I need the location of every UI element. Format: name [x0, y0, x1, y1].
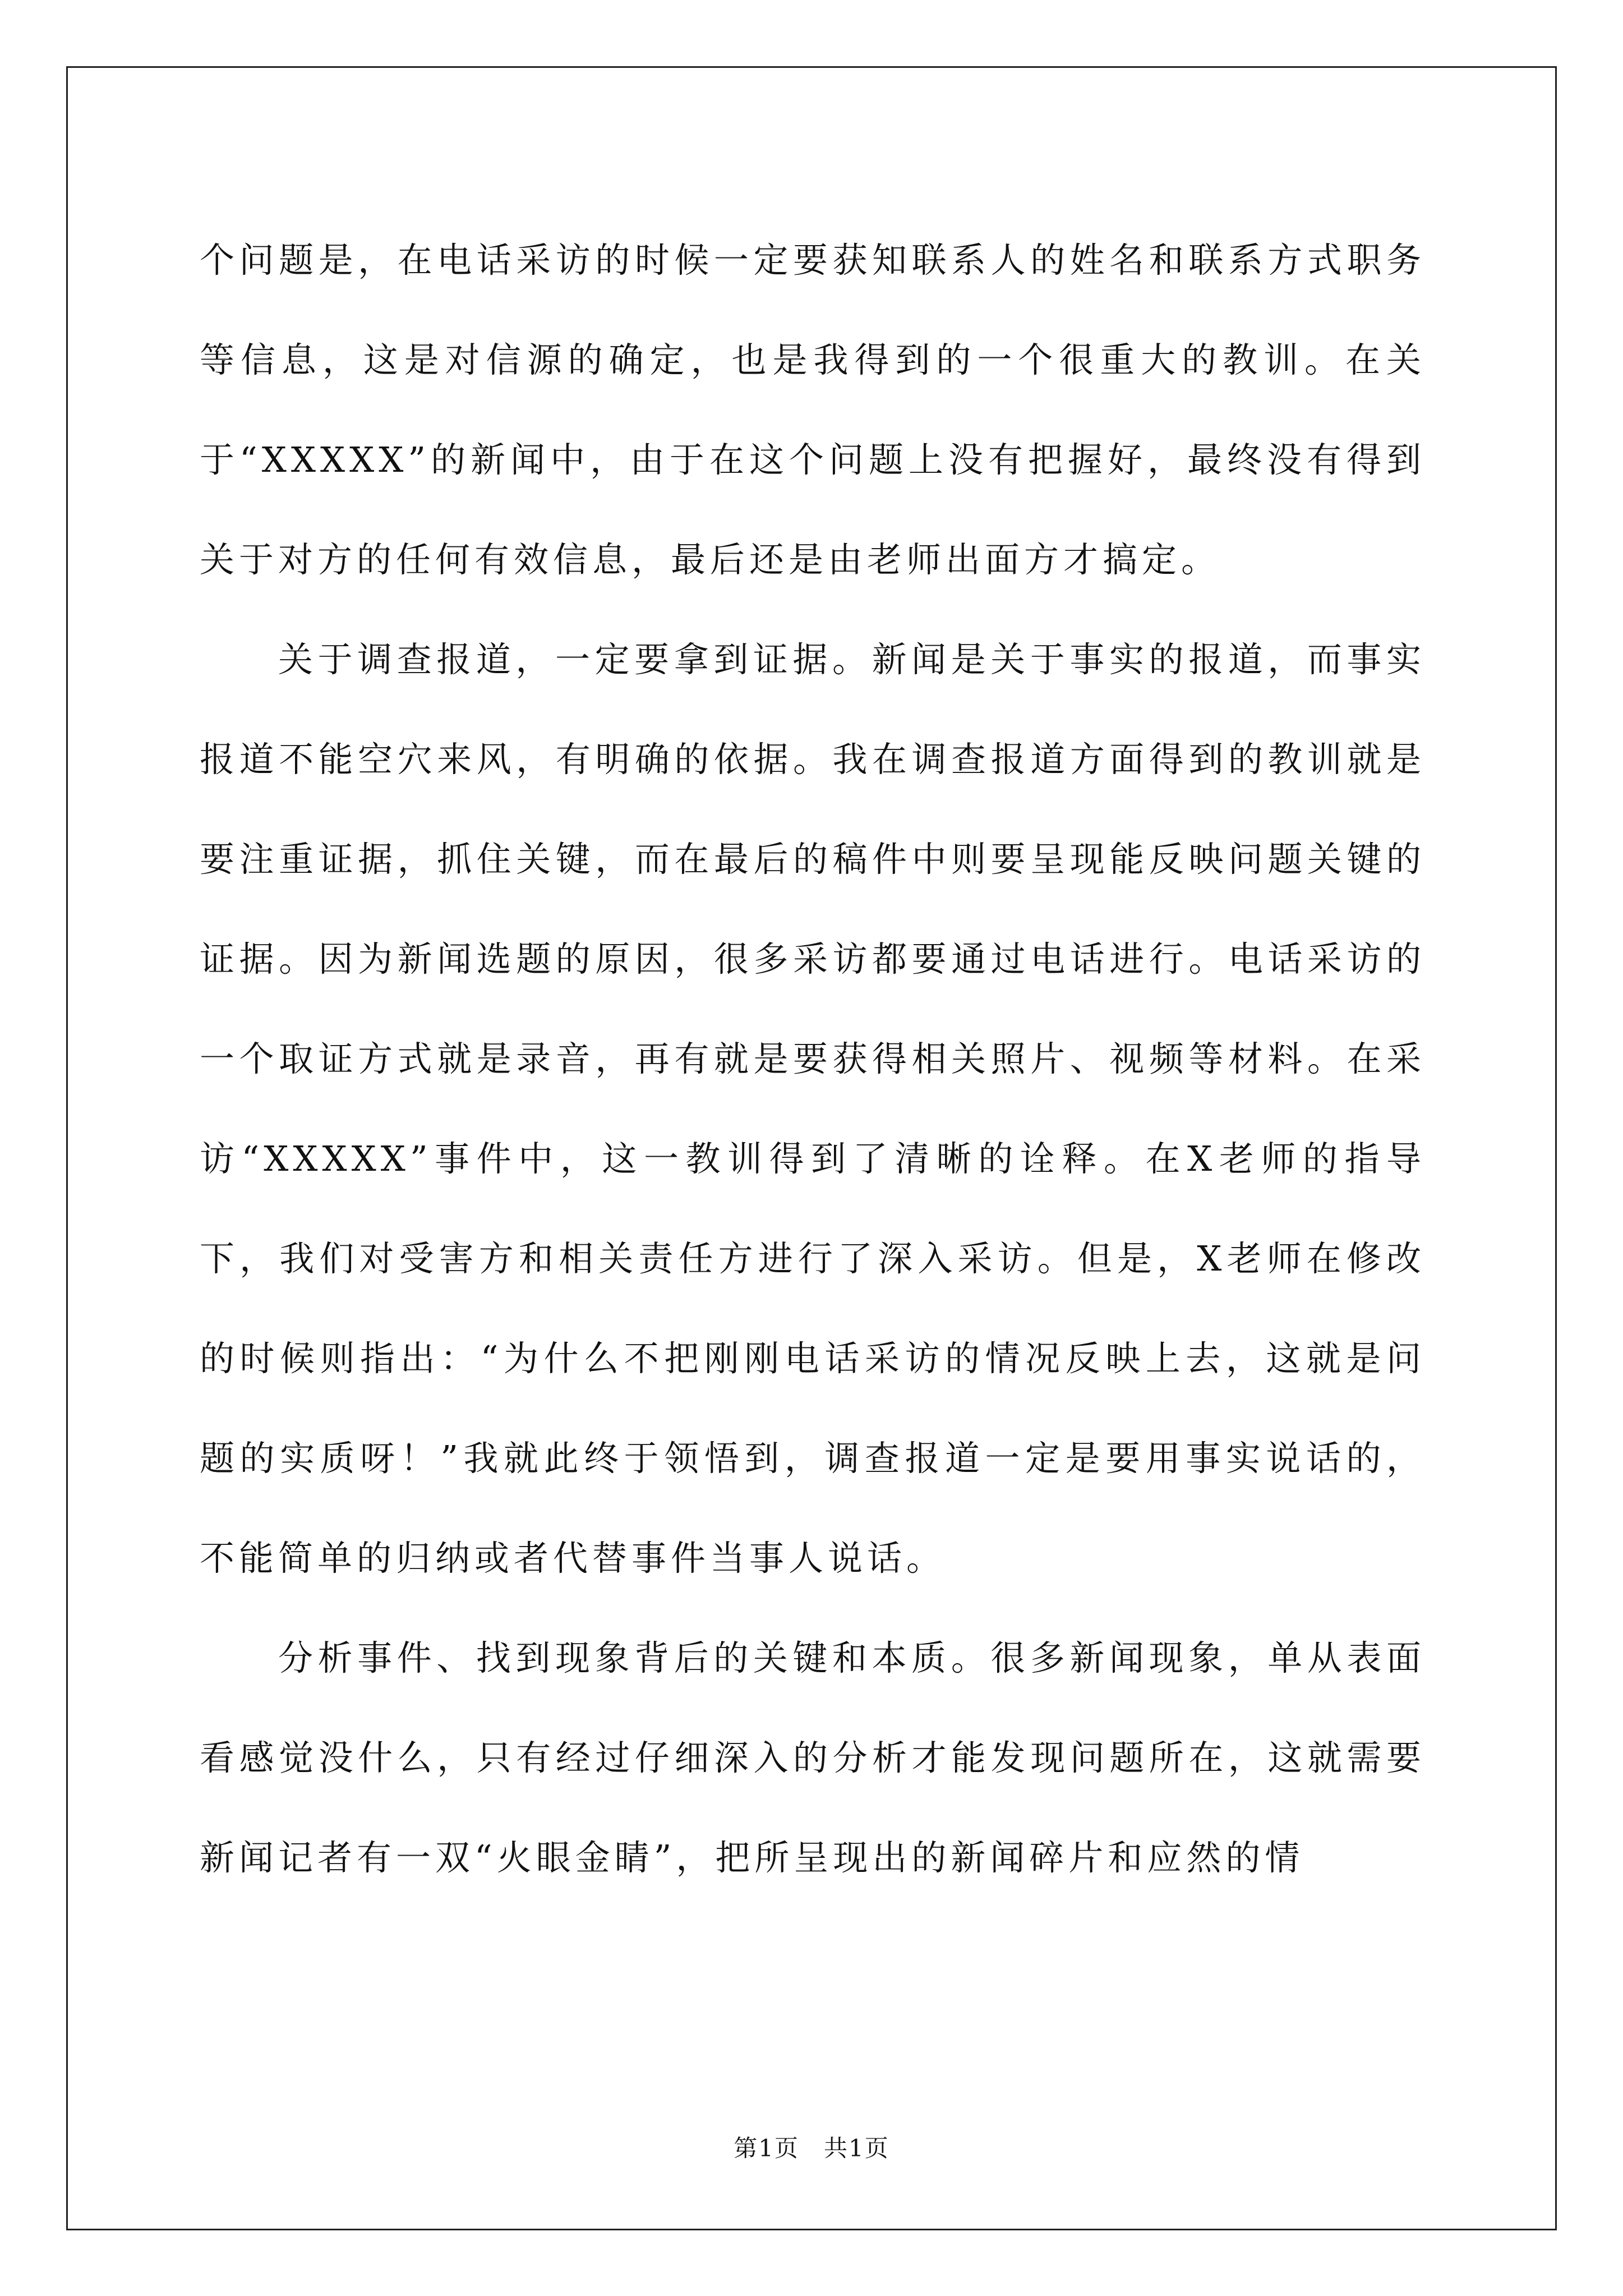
paragraph-investigative-reporting: 关于调查报道，一定要拿到证据。新闻是关于事实的报道，而事实报道不能空穴来风，有明确的依据。我在调查报道方面得到的教训就是要注重证据，抓住关键，而在最后的稿件中则要呈现能反映问题关键的证据。因为新闻选题的原因，很多采访都要通过电话进行。电话采访的一个取证方式就是录音，再有就是要获得相关照片、视频等材料。在采访“XXXXX”事件中，这一教训得到了清晰的诠释。在X老师的指导下，我们对受害方和相关责任方进行了深入采访。但是，X老师在修改的时候则指出：“为什么不把刚刚电话采访的情况反映上去，这就是问题的实质呀！”我就此终于领悟到，调查报道一定是要用事实说话的，不能简单的归纳或者代替事件当事人说话。 — [200, 639, 1426, 1579]
document-body — [200, 210, 1426, 1908]
page-footer: 第1页 共1页 — [734, 2134, 889, 2162]
paragraph-continued: 个问题是，在电话采访的时候一定要获知联系人的姓名和联系方式职务等信息，这是对信源的确定，也是我得到的一个很重大的教训。在关于“XXXXX”的新闻中，由于在这个问题上没有把握好，最终没有得到关于对方的任何有效信息，最后还是由老师出面方才搞定。 — [200, 240, 1426, 580]
paragraph-analyze-events: 分析事件、找到现象背后的关键和本质。很多新闻现象，单从表面看感觉没什么，只有经过仔细深入的分析才能发现问题所在，这就需要新闻记者有一双“火眼金睛”，把所呈现出的新闻碎片和应然的情 — [200, 1637, 1426, 1878]
